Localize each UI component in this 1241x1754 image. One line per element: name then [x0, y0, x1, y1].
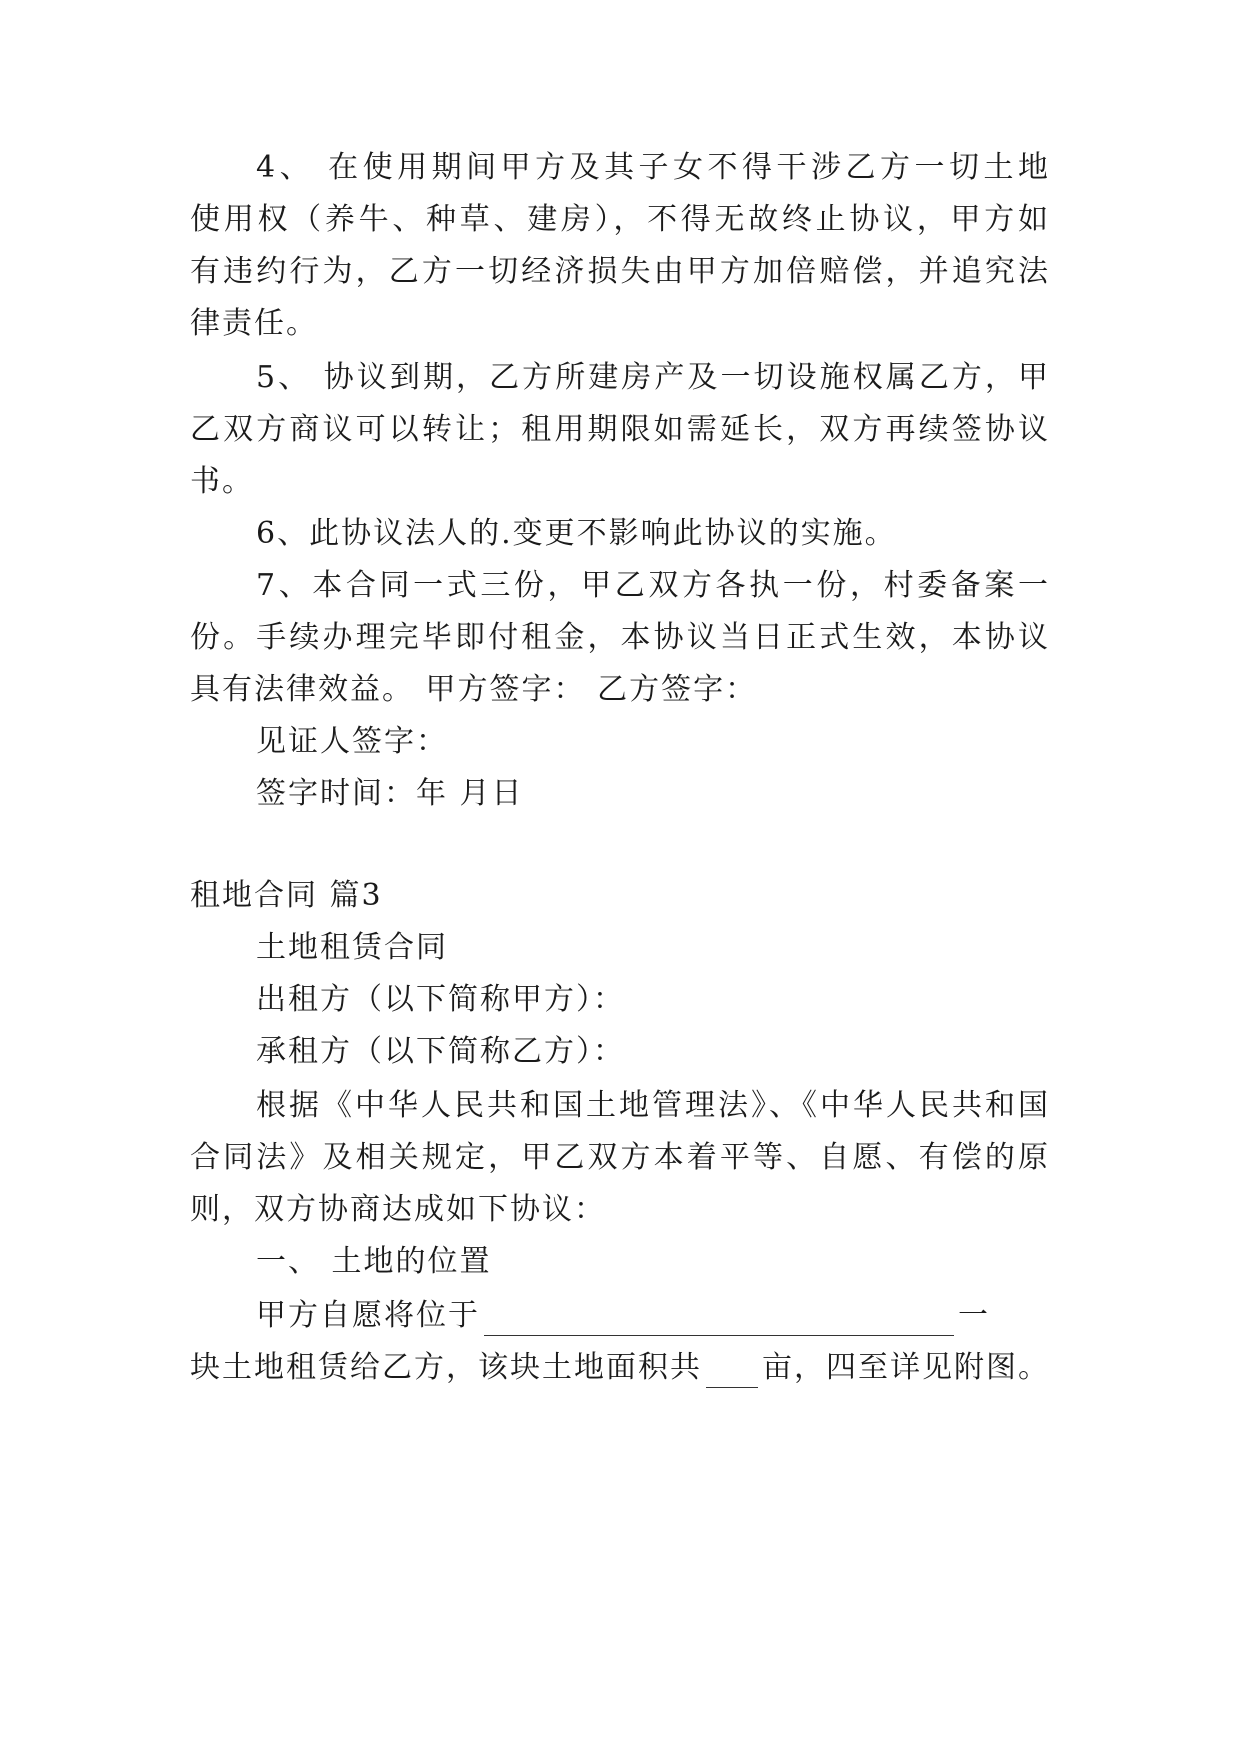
clause-7-line-1: 7、本合同一式三份，甲乙双方各执一份，村委备案一 [256, 568, 1050, 603]
preamble-line-3: 则，双方协商达成如下协议： [190, 1192, 606, 1227]
area-blank [706, 1359, 758, 1388]
clause-7-line-3: 具有法律效益。 甲方签字： 乙方签字： [190, 672, 758, 707]
clause-5-line-2: 乙双方商议可以转让；租用期限如需延长，双方再续签协议 [190, 412, 1050, 447]
heading-land-location: 一、 土地的位置 [256, 1244, 492, 1279]
location-line-1 [256, 1296, 1050, 1336]
location-prefix: 甲方自愿将位于 [256, 1298, 480, 1333]
preamble-line-2: 合同法》及相关规定，甲乙双方本着平等、自愿、有偿的原 [190, 1140, 1050, 1175]
location-blank [484, 1307, 954, 1336]
clause-7-line-2: 份。手续办理完毕即付租金，本协议当日正式生效，本协议 [190, 620, 1050, 655]
clause-5-line-3: 书。 [190, 464, 254, 499]
section-title: 租地合同 篇3 [190, 878, 383, 913]
location-line2-suffix: 亩，四至详见附图。 [762, 1350, 1050, 1385]
clause-5-line-1: 5、 协议到期，乙方所建房产及一切设施权属乙方，甲 [256, 360, 1050, 395]
location-line2-prefix: 块土地租赁给乙方，该块土地面积共 [190, 1350, 702, 1385]
sign-time-label: 签字时间：年 月日 [256, 776, 524, 811]
location-line-2 [190, 1348, 1050, 1388]
witness-signature-label: 见证人签字： [256, 724, 448, 759]
clause-6-line-1: 6、此协议法人的.变更不影响此协议的实施。 [256, 516, 897, 551]
lessee-label: 承租方（以下简称乙方）： [256, 1034, 625, 1069]
clause-4-line-4: 律责任。 [190, 306, 318, 341]
clause-4-line-1: 4、 在使用期间甲方及其子女不得干涉乙方一切土地 [256, 150, 1050, 185]
location-suffix: 一 [958, 1298, 990, 1333]
contract-title: 土地租赁合同 [256, 930, 448, 965]
lessor-label: 出租方（以下简称甲方）： [256, 982, 625, 1017]
clause-4-line-3: 有违约行为，乙方一切经济损失由甲方加倍赔偿，并追究法 [190, 254, 1050, 289]
clause-4-line-2: 使用权（养牛、种草、建房），不得无故终止协议，甲方如 [190, 202, 1050, 237]
preamble-line-1: 根据《中华人民共和国土地管理法》、《中华人民共和国 [256, 1088, 1050, 1123]
